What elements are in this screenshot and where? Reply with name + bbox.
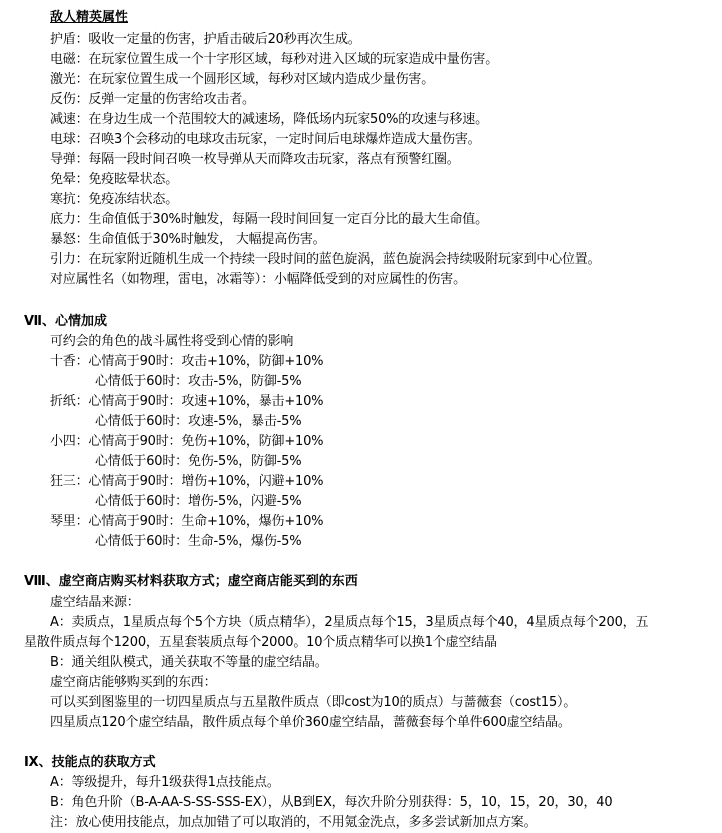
mood-row: 琴里：心情高于90时：生命+10%，爆伤+10% — [50, 514, 324, 529]
shop-line: A：卖质点，1星质点每个5个方块（质点精华），2星质点每个15，3星质点每个40，4星质点每个200，五 — [50, 615, 649, 630]
elite-item-electromagnetic: 电磁：在玩家位置生成一个十字形区域，每秒对进入区域的玩家造成中量伤害。 — [50, 52, 499, 67]
elite-section-title: 敌人精英属性 — [50, 10, 129, 25]
elite-item-last-stand: 底力：生命值低于30%时触发，每隔一段时间回复一定百分比的最大生命值。 — [50, 212, 488, 227]
elite-item-reflect: 反伤：反弹一定量的伤害给攻击者。 — [50, 92, 255, 107]
mood-row: 心情低于60时：生命-5%，爆伤-5% — [95, 534, 302, 549]
shop-line: 虚空结晶来源： — [50, 595, 140, 610]
elite-item-laser: 激光：在玩家位置生成一个圆形区域，每秒对区域内造成少量伤害。 — [50, 72, 435, 87]
elite-item-rage: 暴怒：生命值低于30%时触发， 大幅提高伤害。 — [50, 232, 326, 247]
mood-row: 心情低于60时：攻速-5%，暴击-5% — [95, 414, 302, 429]
elite-item-electric-ball: 电球：召唤3个会移动的电球攻击玩家，一定时间后电球爆炸造成大量伤害。 — [50, 132, 481, 147]
mood-row: 小四：心情高于90时：免伤+10%，防御+10% — [50, 434, 324, 449]
mood-row: 十香：心情高于90时：攻击+10%，防御+10% — [50, 354, 324, 369]
shop-line: 可以买到图鉴里的一切四星质点与五星散件质点（即cost为10的质点）与蔷薇套（cost15）。 — [50, 695, 577, 710]
skills-line: B：角色升阶（B-A-AA-S-SS-SSS-EX），从B到EX，每次升阶分别获得：5，10，15，20，30，40 — [50, 795, 613, 810]
mood-row: 狂三：心情高于90时：增伤+10%，闪避+10% — [50, 474, 324, 489]
elite-item-gravity: 引力：在玩家附近随机生成一个持续一段时间的蓝色旋涡，蓝色旋涡会持续吸附玩家到中心位置。 — [50, 252, 601, 267]
mood-row: 折纸：心情高于90时：攻速+10%，暴击+10% — [50, 394, 324, 409]
skills-line: A：等级提升，每升1级获得1点技能点。 — [50, 775, 280, 790]
mood-section-title: Ⅶ、心情加成 — [24, 314, 108, 329]
mood-intro: 可约会的角色的战斗属性将受到心情的影响 — [50, 334, 294, 349]
mood-row: 心情低于60时：攻击-5%，防御-5% — [95, 374, 302, 389]
skills-section-title: Ⅸ、技能点的获取方式 — [24, 755, 156, 770]
shop-line: 四星质点120个虚空结晶，散件质点每个单价360虚空结晶，蔷薇套每个单件600虚空结晶。 — [50, 715, 571, 730]
elite-item-missile: 导弹：每隔一段时间召唤一枚导弹从天而降攻击玩家，落点有预警红圈。 — [50, 152, 460, 167]
shop-line: 虚空商店能够购买到的东西： — [50, 675, 217, 690]
skills-line: 注：放心使用技能点，加点加错了可以取消的，不用氪金洗点，多多尝试新加点方案。 — [50, 815, 537, 830]
shop-line: B：通关组队模式，通关获取不等量的虚空结晶。 — [50, 655, 328, 670]
elite-item-slow: 减速：在身边生成一个范围较大的减速场，降低场内玩家50%的攻速与移速。 — [50, 112, 488, 127]
elite-item-element-resist: 对应属性名（如物理，雷电，冰霜等）：小幅降低受到的对应属性的伤害。 — [50, 272, 466, 287]
mood-row: 心情低于60时：免伤-5%，防御-5% — [95, 454, 302, 469]
shop-section-title: Ⅷ、虚空商店购买材料获取方式；虚空商店能买到的东西 — [24, 574, 358, 589]
elite-item-shield: 护盾：吸收一定量的伤害，护盾击破后20秒再次生成。 — [50, 32, 361, 47]
elite-item-stun-immune: 免晕：免疫眩晕状态。 — [50, 172, 179, 187]
mood-row: 心情低于60时：增伤-5%，闪避-5% — [95, 494, 302, 509]
elite-item-freeze-resist: 寒抗：免疫冻结状态。 — [50, 192, 179, 207]
shop-line: 星散件质点每个1200，五星套装质点每个2000。10个质点精华可以换1个虚空结晶 — [24, 635, 497, 650]
